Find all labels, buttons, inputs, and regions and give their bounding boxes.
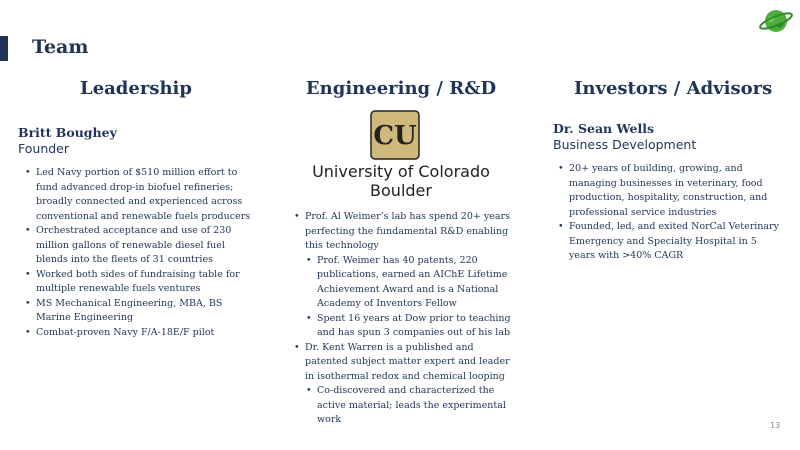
university-monogram: CU — [373, 121, 417, 151]
university-name: University of Colorado Boulder — [312, 162, 490, 200]
investors-bullets — [555, 162, 780, 264]
engineering-sub-bullet: • Spent 16 years at Dow prior to teaching and has spun 3 companies out of his lab — [291, 312, 519, 341]
title-accent-bar — [0, 36, 8, 61]
leadership-bullet: • Combat-proven Navy F/A-18E/F pilot — [22, 326, 254, 341]
leadership-bullets — [22, 166, 254, 340]
leadership-role: Founder — [18, 141, 70, 156]
leadership-bullet: • MS Mechanical Engineering, MBA, BS Marine Engineering — [22, 297, 254, 326]
engineering-bullet: • Dr. Kent Warren is a published and patented subject matter expert and leader in isothermal redox and chemical looping — [291, 341, 519, 385]
green-planet-icon — [758, 6, 794, 36]
investors-bullet: • 20+ years of building, growing, and managing businesses in veterinary, food production, hospitality, construction, and professional service industries — [555, 162, 780, 220]
investors-role: Business Development — [553, 137, 697, 152]
engineering-sub-bullet: • Co-discovered and characterized the active material; leads the experimental work — [291, 384, 519, 428]
slide-title: Team — [32, 36, 89, 58]
leadership-bullet: • Orchestrated acceptance and use of 230 million gallons of renewable diesel fuel blends into the fleets of 31 countries — [22, 224, 254, 268]
engineering-bullets — [291, 210, 519, 428]
university-logo — [370, 110, 420, 160]
investors-name: Dr. Sean Wells — [553, 121, 655, 136]
engineering-sub-bullet: • Prof. Weimer has 40 patents, 220 publications, earned an AIChE Lifetime Achievement Award and is a National Academy of Inventors Fellow — [291, 254, 519, 312]
leadership-name: Britt Boughey — [18, 125, 117, 140]
investors-bullet: • Founded, led, and exited NorCal Veterinary Emergency and Specialty Hospital in 5 years with >40% CAGR — [555, 220, 780, 264]
leadership-bullet: • Led Navy portion of $510 million effort to fund advanced drop-in biofuel refineries; broadly connected and experienced across conventional and renewable fuels producers — [22, 166, 254, 224]
leadership-heading: Leadership — [80, 78, 192, 99]
investors-heading: Investors / Advisors — [574, 78, 773, 99]
engineering-heading: Engineering / R&D — [305, 78, 497, 99]
leadership-bullet: • Worked both sides of fundraising table for multiple renewable fuels ventures — [22, 268, 254, 297]
page-number: 13 — [770, 421, 781, 430]
engineering-bullet: • Prof. Al Weimer’s lab has spend 20+ years perfecting the fundamental R&D enabling this technology — [291, 210, 519, 254]
